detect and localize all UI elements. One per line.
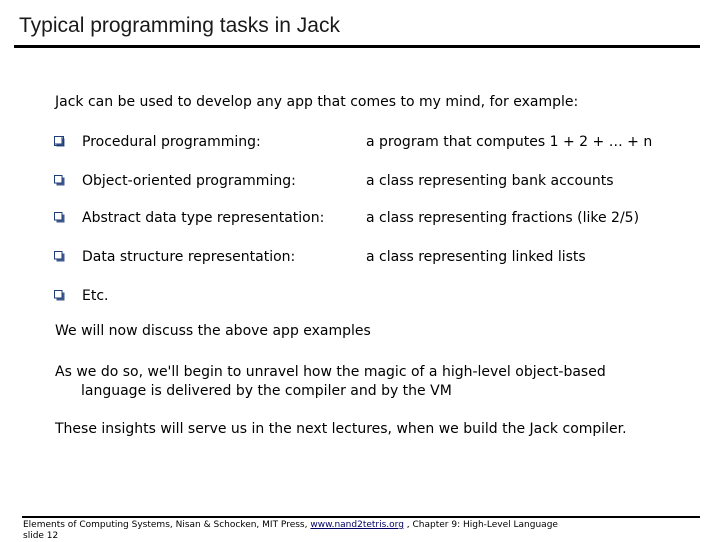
footer-divider — [22, 516, 700, 518]
bullet-label: Etc. — [82, 288, 109, 304]
checkbox-square-icon — [54, 290, 65, 301]
paragraph-line-indented: language is delivered by the compiler and by the VM — [81, 383, 452, 399]
title-divider — [14, 45, 700, 48]
bullet-label: Abstract data type representation: — [82, 210, 325, 226]
bullet-description: a class representing linked lists — [366, 249, 586, 265]
footer-website-link[interactable]: www.nand2tetris.org — [310, 520, 404, 530]
bullet-item-etc — [52, 284, 692, 308]
footer-chapter: , Chapter 9: High-Level Language — [403, 520, 558, 530]
bullet-label: Procedural programming: — [82, 134, 261, 150]
paragraph-unravel — [55, 363, 695, 401]
slide-number: slide 12 — [23, 531, 59, 541]
footer-citation: Elements of Computing Systems, Nisan & Schocken, MIT Press, — [23, 520, 311, 530]
bullet-description: a program that computes 1 + 2 + … + n — [366, 134, 653, 150]
intro-text: Jack can be used to develop any app that comes to my mind, for example: — [55, 94, 579, 110]
bullet-item-abstract-data-type — [52, 206, 692, 230]
paragraph-discuss: We will now discuss the above app examples — [55, 323, 371, 339]
slide-title: Typical programming tasks in Jack — [19, 14, 340, 37]
checkbox-square-icon — [54, 251, 65, 262]
bullet-label: Data structure representation: — [82, 249, 296, 265]
paragraph-insights: These insights will serve us in the next lectures, when we build the Jack compiler. — [55, 421, 627, 437]
bullet-item-procedural — [52, 130, 692, 154]
footer — [23, 520, 558, 542]
bullet-description: a class representing bank accounts — [366, 173, 614, 189]
bullet-label: Object-oriented programming: — [82, 173, 296, 189]
bullet-item-object-oriented — [52, 169, 692, 193]
bullet-description: a class representing fractions (like 2/5) — [366, 210, 640, 226]
checkbox-square-icon — [54, 136, 65, 147]
bullet-item-data-structure — [52, 245, 692, 269]
checkbox-square-icon — [54, 212, 65, 223]
checkbox-square-icon — [54, 175, 65, 186]
paragraph-line: As we do so, we'll begin to unravel how the magic of a high-level object-based — [55, 364, 606, 380]
